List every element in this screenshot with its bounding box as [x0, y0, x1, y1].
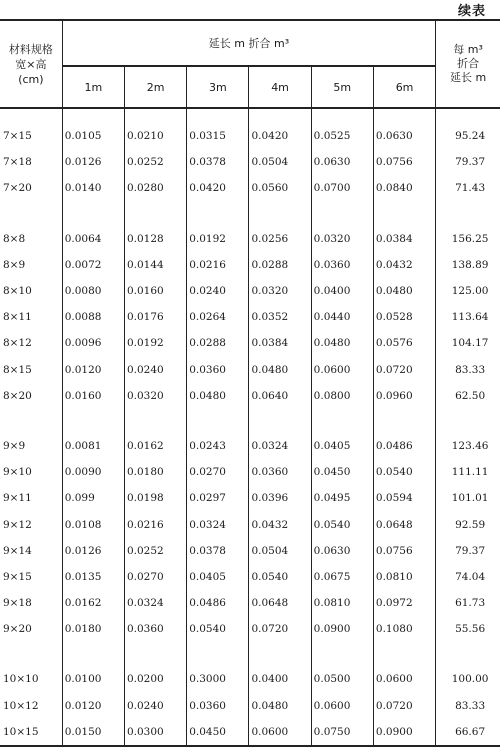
- spec-cell: 9×18: [0, 590, 62, 616]
- volume-cell: 0.0528: [373, 304, 435, 330]
- col-header-6m: 6m: [373, 66, 435, 108]
- table-row: [0, 693, 500, 719]
- volume-cell: 0.0352: [249, 304, 311, 330]
- spec-cell: 8×12: [0, 330, 62, 356]
- volume-cell: 0.0100: [62, 666, 124, 692]
- per-m3-cell: 55.56: [455, 623, 486, 636]
- volume-cell: 0.0600: [373, 666, 435, 692]
- col-header-2m: 2m: [124, 66, 186, 108]
- volume-cell: 0.0600: [249, 719, 311, 746]
- spec-cell: 8×11: [0, 304, 62, 330]
- volume-cell: 0.0162: [62, 590, 124, 616]
- table-row: [0, 459, 500, 485]
- table-row: [0, 226, 500, 252]
- volume-cell: 0.0500: [311, 666, 373, 692]
- volume-cell: 0.0200: [124, 666, 186, 692]
- volume-cell: 0.0360: [311, 252, 373, 278]
- volume-cell: 0.0192: [124, 330, 186, 356]
- col-header-5m: 5m: [311, 66, 373, 108]
- volume-cell: 0.0320: [124, 383, 186, 409]
- volume-cell: 0.0150: [62, 719, 124, 746]
- volume-cell: 0.0810: [373, 564, 435, 590]
- table-row: [0, 511, 500, 537]
- volume-cell: 0.0160: [62, 383, 124, 409]
- per-m3-cell: 61.73: [455, 597, 486, 610]
- volume-cell: 0.0198: [124, 485, 186, 511]
- volume-cell: 0.0504: [249, 149, 311, 175]
- conversion-table: [0, 19, 500, 747]
- spec-cell: 7×20: [0, 175, 62, 201]
- volume-cell: 0.0810: [311, 590, 373, 616]
- table-row: [0, 383, 500, 409]
- volume-cell: 0.0400: [311, 278, 373, 304]
- volume-cell: 0.099: [62, 485, 124, 511]
- spec-cell: 9×20: [0, 616, 62, 642]
- per-m3-cell: 100.00: [451, 673, 489, 686]
- table-row: [0, 175, 500, 201]
- spec-cell: 10×15: [0, 719, 62, 746]
- per-m3-cell: 104.17: [451, 337, 489, 350]
- per-m3-cell: 83.33: [455, 363, 486, 376]
- volume-cell: 0.0840: [373, 175, 435, 201]
- volume-cell: 0.0640: [249, 383, 311, 409]
- volume-cell: 0.0120: [62, 357, 124, 383]
- volume-cell: 0.0324: [249, 433, 311, 459]
- per-m3-cell: 138.89: [451, 258, 489, 271]
- volume-cell: 0.0700: [311, 175, 373, 201]
- volume-cell: 0.0216: [187, 252, 249, 278]
- volume-cell: 0.0960: [373, 383, 435, 409]
- volume-cell: 0.0972: [373, 590, 435, 616]
- volume-cell: 0.0480: [187, 383, 249, 409]
- per-m3-cell: 83.33: [455, 699, 486, 712]
- volume-cell: 0.0648: [373, 511, 435, 537]
- volume-cell: 0.0090: [62, 459, 124, 485]
- volume-cell: 0.0420: [249, 108, 311, 149]
- table-row: [0, 666, 500, 692]
- volume-cell: 0.0180: [124, 459, 186, 485]
- spec-header-line1: 材料规格: [8, 42, 53, 56]
- spec-cell: 9×10: [0, 459, 62, 485]
- volume-cell: 0.0072: [62, 252, 124, 278]
- per-m3-cell: 123.46: [451, 439, 489, 452]
- volume-cell: 0.0378: [187, 149, 249, 175]
- spec-cell: 8×15: [0, 357, 62, 383]
- volume-cell: 0.0720: [249, 616, 311, 642]
- volume-cell: 0.0320: [311, 226, 373, 252]
- volume-cell: 0.0210: [124, 108, 186, 149]
- per-m3-cell: 79.37: [455, 544, 486, 557]
- per-m3-cell: 113.64: [451, 311, 489, 324]
- table-row: [0, 330, 500, 356]
- table-row: [0, 719, 500, 746]
- volume-cell: 0.0297: [187, 485, 249, 511]
- volume-cell: 0.0800: [311, 383, 373, 409]
- volume-cell: 0.0144: [124, 252, 186, 278]
- volume-cell: 0.0504: [249, 538, 311, 564]
- volume-cell: 0.0450: [187, 719, 249, 746]
- volume-cell: 0.0096: [62, 330, 124, 356]
- spec-cell: 9×12: [0, 511, 62, 537]
- volume-cell: 0.0120: [62, 693, 124, 719]
- length-span-header: 延长 m 折合 m³: [62, 20, 435, 66]
- group-spacer: [0, 642, 500, 666]
- volume-cell: 0.0405: [311, 433, 373, 459]
- spec-cell: 9×14: [0, 538, 62, 564]
- volume-cell: 0.0480: [249, 693, 311, 719]
- table-row: [0, 564, 500, 590]
- volume-cell: 0.0384: [249, 330, 311, 356]
- col-header-3m: 3m: [187, 66, 249, 108]
- volume-cell: 0.3000: [187, 666, 249, 692]
- col-header-4m: 4m: [249, 66, 311, 108]
- volume-cell: 0.0486: [187, 590, 249, 616]
- volume-cell: 0.0160: [124, 278, 186, 304]
- volume-cell: 0.0400: [249, 666, 311, 692]
- volume-cell: 0.0480: [311, 330, 373, 356]
- volume-cell: 0.0486: [373, 433, 435, 459]
- volume-cell: 0.0080: [62, 278, 124, 304]
- spec-cell: 10×12: [0, 693, 62, 719]
- spec-cell: 7×15: [0, 108, 62, 149]
- volume-cell: 0.0126: [62, 538, 124, 564]
- per-header-line1: 每 m³: [453, 43, 483, 56]
- volume-cell: 0.0378: [187, 538, 249, 564]
- volume-cell: 0.0360: [249, 459, 311, 485]
- spec-header-line2: 宽×高: [15, 57, 47, 71]
- volume-cell: 0.0162: [124, 433, 186, 459]
- table-row: [0, 357, 500, 383]
- volume-cell: 0.0088: [62, 304, 124, 330]
- volume-cell: 0.0750: [311, 719, 373, 746]
- volume-cell: 0.0720: [373, 357, 435, 383]
- volume-cell: 0.0360: [187, 357, 249, 383]
- volume-cell: 0.0396: [249, 485, 311, 511]
- volume-cell: 0.0405: [187, 564, 249, 590]
- volume-cell: 0.0108: [62, 511, 124, 537]
- per-m3-cell: 74.04: [455, 570, 486, 583]
- volume-cell: 0.0630: [311, 149, 373, 175]
- continued-label: 续表: [457, 4, 486, 19]
- volume-cell: 0.0900: [311, 616, 373, 642]
- volume-cell: 0.0756: [373, 538, 435, 564]
- per-m3-cell: 79.37: [455, 156, 486, 169]
- table-row: [0, 538, 500, 564]
- volume-cell: 0.0288: [249, 252, 311, 278]
- volume-cell: 0.0324: [124, 590, 186, 616]
- volume-cell: 0.0315: [187, 108, 249, 149]
- volume-cell: 0.0256: [249, 226, 311, 252]
- col-header-1m: 1m: [62, 66, 124, 108]
- volume-cell: 0.0140: [62, 175, 124, 201]
- volume-cell: 0.0270: [187, 459, 249, 485]
- per-header-line3: 延长 m: [449, 71, 487, 84]
- volume-cell: 0.0176: [124, 304, 186, 330]
- volume-cell: 0.0648: [249, 590, 311, 616]
- volume-cell: 0.0630: [373, 108, 435, 149]
- per-m3-cell: 92.59: [455, 518, 486, 531]
- volume-cell: 0.0420: [187, 175, 249, 201]
- volume-cell: 0.0320: [249, 278, 311, 304]
- group-spacer: [0, 409, 500, 433]
- table-row: [0, 108, 500, 149]
- table-row: [0, 485, 500, 511]
- volume-cell: 0.0135: [62, 564, 124, 590]
- volume-cell: 0.0081: [62, 433, 124, 459]
- per-m3-cell: 62.50: [455, 389, 486, 402]
- volume-cell: 0.0270: [124, 564, 186, 590]
- volume-cell: 0.0720: [373, 693, 435, 719]
- volume-cell: 0.0264: [187, 304, 249, 330]
- per-m3-header: [436, 20, 500, 108]
- spec-header: [0, 20, 62, 108]
- volume-cell: 0.0280: [124, 175, 186, 201]
- volume-cell: 0.0540: [187, 616, 249, 642]
- spec-cell: 8×9: [0, 252, 62, 278]
- volume-cell: 0.0756: [373, 149, 435, 175]
- volume-cell: 0.0594: [373, 485, 435, 511]
- per-m3-cell: 95.24: [455, 130, 486, 143]
- spec-header-line3: (cm): [18, 72, 44, 86]
- volume-cell: 0.0560: [249, 175, 311, 201]
- volume-cell: 0.0480: [249, 357, 311, 383]
- volume-cell: 0.0675: [311, 564, 373, 590]
- volume-cell: 0.0600: [311, 693, 373, 719]
- volume-cell: 0.0128: [124, 226, 186, 252]
- volume-cell: 0.0288: [187, 330, 249, 356]
- volume-cell: 0.0240: [124, 693, 186, 719]
- volume-cell: 0.0064: [62, 226, 124, 252]
- spec-cell: 10×10: [0, 666, 62, 692]
- spec-cell: 8×8: [0, 226, 62, 252]
- per-m3-cell: 156.25: [451, 232, 489, 245]
- per-m3-cell: 71.43: [455, 182, 486, 195]
- spec-cell: 9×11: [0, 485, 62, 511]
- spec-cell: 8×20: [0, 383, 62, 409]
- per-m3-cell: 125.00: [451, 285, 489, 298]
- volume-cell: 0.0432: [249, 511, 311, 537]
- volume-cell: 0.0180: [62, 616, 124, 642]
- volume-cell: 0.0540: [249, 564, 311, 590]
- volume-cell: 0.0495: [311, 485, 373, 511]
- per-m3-cell: 66.67: [436, 719, 500, 746]
- volume-cell: 0.0600: [311, 357, 373, 383]
- table-row: [0, 278, 500, 304]
- volume-cell: 0.0240: [124, 357, 186, 383]
- volume-cell: 0.0252: [124, 538, 186, 564]
- volume-cell: 0.0540: [373, 459, 435, 485]
- group-spacer: [0, 202, 500, 226]
- volume-cell: 0.0384: [373, 226, 435, 252]
- volume-cell: 0.0360: [124, 616, 186, 642]
- volume-cell: 0.0440: [311, 304, 373, 330]
- volume-cell: 0.0432: [373, 252, 435, 278]
- table-row: [0, 304, 500, 330]
- volume-cell: 0.0126: [62, 149, 124, 175]
- spec-cell: 9×9: [0, 433, 62, 459]
- spec-cell: 7×18: [0, 149, 62, 175]
- volume-cell: 0.0360: [187, 693, 249, 719]
- table-row: [0, 590, 500, 616]
- volume-cell: 0.0243: [187, 433, 249, 459]
- volume-cell: 0.0105: [62, 108, 124, 149]
- volume-cell: 0.0240: [187, 278, 249, 304]
- volume-cell: 0.0450: [311, 459, 373, 485]
- per-m3-cell: 111.11: [451, 466, 489, 479]
- spec-cell: 9×15: [0, 564, 62, 590]
- volume-cell: 0.0324: [187, 511, 249, 537]
- table-body: [0, 108, 500, 746]
- per-header-line2: 折合: [457, 57, 480, 70]
- conversion-table-wrap: [0, 19, 500, 747]
- volume-cell: 0.0540: [311, 511, 373, 537]
- volume-cell: 0.0216: [124, 511, 186, 537]
- table-row: [0, 149, 500, 175]
- table-row: [0, 433, 500, 459]
- volume-cell: 0.0252: [124, 149, 186, 175]
- volume-cell: 0.0576: [373, 330, 435, 356]
- spec-cell: 8×10: [0, 278, 62, 304]
- per-m3-cell: 101.01: [451, 492, 489, 505]
- volume-cell: 0.1080: [373, 616, 435, 642]
- volume-cell: 0.0192: [187, 226, 249, 252]
- volume-cell: 0.0630: [311, 538, 373, 564]
- volume-cell: 0.0525: [311, 108, 373, 149]
- table-row: [0, 252, 500, 278]
- volume-cell: 0.0900: [373, 719, 435, 746]
- volume-cell: 0.0300: [124, 719, 186, 746]
- volume-cell: 0.0480: [373, 278, 435, 304]
- table-row: [0, 616, 500, 642]
